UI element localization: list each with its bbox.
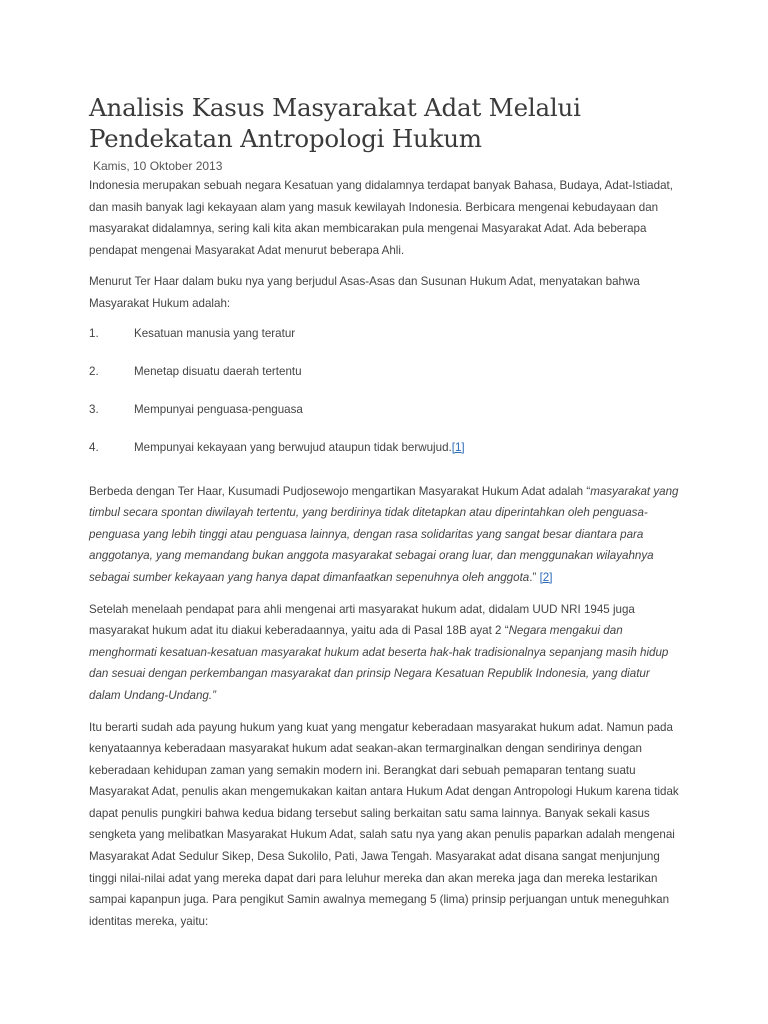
article xyxy=(89,92,681,942)
paragraph-1: Indonesia merupakan sebuah negara Kesatuan yang didalamnya terdapat banyak Bahasa, Budaya, Adat-Istiadat, dan masih banyak lagi kekayaan alam yang masuk kewilayah Indonesia. Berbicara mengenai kebudayaan dan masyarakat didalamnya, sering kali kita akan membicarakan pula mengenai Masyarakat Adat. Ada beberapa pendapat mengenai Masyarakat Adat menurut beberapa Ahli. xyxy=(89,179,673,257)
list-text-content: Mempunyai kekayaan yang berwujud ataupun tidak berwujud. xyxy=(134,440,452,454)
paragraph-5: Itu berarti sudah ada payung hukum yang kuat yang mengatur keberadaan masyarakat hukum adat. Namun pada kenyataannya keberadaan masyarakat hukum adat seakan-akan termarginalkan dengan sendirinya dengan keberadaan kehidupan zaman yang semakin modern ini. Berangkat dari sebuah pemaparan tentang suatu Masyarakat Adat, penulis akan mengemukakan kaitan antara Hukum Adat dengan Antropologi Hukum karena tidak dapat penulis pungkiri bahwa kedua bidang tersebut saling berkaitan satu sama lainnya. Banyak sekali kasus sengketa yang melibatkan Masyarakat Hukum Adat, salah satu nya yang akan penulis paparkan adalah mengenai Masyarakat Adat Sedulur Sikep, Desa Sukolilo, Pati, Jawa Tengah. Masyarakat adat disana sangat menjunjung tinggi nilai-nilai adat yang mereka dapat dari para leluhur mereka dan akan mereka jaga dan mereka lestarikan sampai kapanpun juga. Para pengikut Samin awalnya memegang 5 (lima) prinsip perjuangan untuk meneguhkan identitas mereka, yaitu: xyxy=(89,720,679,928)
paragraph-3 xyxy=(89,481,681,589)
list-item xyxy=(89,401,681,439)
list-text: Menetap disuatu daerah tertentu xyxy=(134,364,302,378)
list-item xyxy=(89,439,681,477)
list-number: 4. xyxy=(89,440,99,454)
list-item xyxy=(89,363,681,401)
paragraph-4-quote: Negara mengakui dan menghormati kesatuan-kesatuan masyarakat hukum adat beserta hak-hak tradisionalnya sepanjang masih hidup dan sesuai dengan perkembangan masyarakat dan prinsip Negara Kesatuan Republik Indonesia, yang diatur dalam Undang-Undang.” xyxy=(89,624,669,702)
footnote-link-2[interactable]: [2] xyxy=(539,570,553,584)
list-text: Mempunyai penguasa-penguasa xyxy=(134,402,303,416)
list-number: 2. xyxy=(89,364,99,378)
title-line-1: Analisis Kasus Masyarakat Adat Melalui xyxy=(89,93,581,122)
post-date: Kamis, 10 Oktober 2013 xyxy=(93,159,223,173)
paragraph-3-end: .” xyxy=(529,570,540,584)
page-title xyxy=(89,92,681,154)
paragraph-4 xyxy=(89,599,681,707)
list-text xyxy=(134,439,465,477)
paragraph-3-intro: Berbeda dengan Ter Haar, Kusumadi Pudjosewojo mengartikan Masyarakat Hukum Adat adalah “ xyxy=(89,484,591,498)
list-number: 3. xyxy=(89,402,99,416)
title-line-2: Pendekatan Antropologi Hukum xyxy=(89,124,482,153)
list-number: 1. xyxy=(89,326,99,340)
list-text: Kesatuan manusia yang teratur xyxy=(134,326,296,340)
criteria-list xyxy=(89,325,681,477)
list-item xyxy=(89,325,681,363)
paragraph-3-quote: masyarakat yang timbul secara spontan diwilayah tertentu, yang berdirinya tidak ditetapkan atau diperintahkan oleh penguasa-penguasa yang lebih tinggi atau penguasa lainnya, dengan rasa solidaritas yang sangat besar diantara para anggotanya, yang memandang bukan anggota masyarakat sebagai orang luar, dan menggunakan wilayahnya sebagai sumber kekayaan yang hanya dapat dimanfaatkan sepenuhnya oleh anggota xyxy=(89,484,679,584)
paragraph-4-intro: Setelah menelaah pendapat para ahli mengenai arti masyarakat hukum adat, didalam UUD NRI 1945 juga masyarakat hukum adat itu diakui keberadaannya, yaitu ada di Pasal 18B ayat 2 “ xyxy=(89,602,635,638)
paragraph-2: Menurut Ter Haar dalam buku nya yang berjudul Asas-Asas dan Susunan Hukum Adat, menyatakan bahwa Masyarakat Hukum adalah: xyxy=(89,275,640,310)
footnote-link-1[interactable]: [1] xyxy=(451,440,465,454)
